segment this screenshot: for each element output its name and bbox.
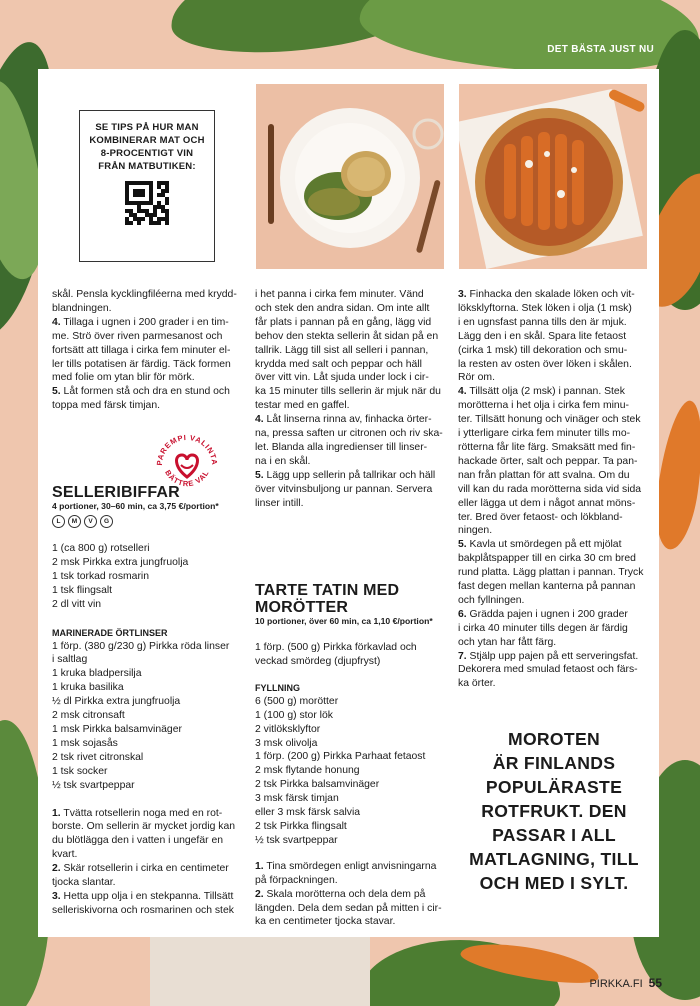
- diet-badge: G: [100, 515, 113, 528]
- step-text: tjocka slantar.: [52, 877, 116, 889]
- step-line: [255, 469, 451, 483]
- step-text: med folie om ytan blir för mörk.: [52, 372, 195, 384]
- quote-line: MOROTEN: [507, 729, 601, 749]
- quote-line: ÄR FINLANDS: [492, 753, 616, 773]
- subhead-filling: FYLLNING: [255, 682, 300, 693]
- step-line: [458, 622, 654, 636]
- quote-line: POPULÄRASTE: [485, 777, 623, 797]
- step-text: i het panna i cirka fem minuter. Vänd: [255, 289, 424, 300]
- text-line: 2 msk citronsaft: [52, 710, 125, 722]
- photo-celery-steak: [256, 84, 444, 269]
- step-text: ka örter.: [458, 678, 496, 690]
- step-line: [458, 316, 654, 330]
- recipe-title-2: TARTE TATIN MED MORÖTTER: [255, 582, 400, 616]
- column-2: [255, 288, 451, 511]
- step-text: krydda med salt och peppar och häll: [255, 358, 422, 370]
- step-text: ter. Bred över fetaost- och lökbland-: [458, 511, 623, 523]
- text-line: ½ tsk svartpeppar: [52, 779, 135, 791]
- step-number: 3.: [52, 890, 61, 902]
- qr-code-icon[interactable]: [125, 181, 169, 225]
- step-line: [52, 862, 248, 876]
- step-line: [52, 820, 248, 834]
- diet-badges: [52, 515, 248, 528]
- step-line: [52, 904, 248, 918]
- step-line: [458, 441, 654, 455]
- diet-badge: M: [68, 515, 81, 528]
- step-text: ter. Tillsätt honung och vinäger och stek: [458, 414, 641, 426]
- step-line: [458, 399, 654, 413]
- text-line: ½ tsk svartpeppar: [255, 834, 338, 846]
- step-text: över vitvinsbuljong ur pannan. Servera: [255, 483, 433, 495]
- step-text: morötterna i het olja i cirka fem minu-: [458, 400, 629, 412]
- step-text: behov den stekta sellerin åt sidan på en: [255, 330, 439, 342]
- step-line: [458, 636, 654, 650]
- step-text: Lägg den i en skål. Spara lite fetaost: [458, 330, 627, 342]
- step-line: [255, 358, 451, 372]
- step-text: Tillaga i ugnen i 200 grader i en tim-: [60, 316, 229, 328]
- recipe-title: SELLERIBIFFAR: [52, 484, 180, 501]
- step-text: ka 15 minuter tills sellerin är mjuk när du: [255, 386, 441, 398]
- step-line: [255, 860, 451, 874]
- text-line: skål. Pensla kycklingfiléerna med krydd-: [52, 289, 237, 300]
- step-line: [255, 915, 451, 929]
- text-line: 3 msk färsk timjan: [255, 793, 339, 805]
- step-line: [458, 330, 654, 344]
- step-text: löksklyftorna. Stek löken i olja (1 msk): [458, 302, 632, 314]
- step-text: borste. Om sellerin är mycket jordig kan: [52, 821, 236, 833]
- step-number: 7.: [458, 650, 467, 662]
- text-line: 2 vitlöksklyftor: [255, 723, 321, 735]
- step-number: 1.: [255, 860, 264, 872]
- step-line: [458, 427, 654, 441]
- step-number: 3.: [458, 289, 467, 300]
- step-text: tallrik. Lägg till sist all selleri i pannan,: [255, 344, 429, 356]
- step-line: [458, 371, 654, 385]
- step-line: [458, 413, 654, 427]
- quote-line: ROTFRUKT. DEN: [481, 801, 627, 821]
- step-text: får plats i pannan på en gång, lägg vid: [255, 316, 432, 328]
- step-line: [255, 874, 451, 888]
- step-line: [52, 344, 248, 358]
- text-line: 1 (100 g) stor lök: [255, 709, 333, 721]
- step-text: nan från plattan för att svalna. Om du: [458, 469, 630, 481]
- step-line: [255, 399, 451, 413]
- text-line: 3 msk olivolja: [255, 737, 318, 749]
- step-line: [52, 876, 248, 890]
- step-line: [458, 663, 654, 677]
- step-line: [458, 469, 654, 483]
- tip-text: SE TIPS PÅ HUR MAN KOMBINERAR MAT OCH 8-PROCENTIGT VIN FRÅN MATBUTIKEN:: [89, 122, 205, 172]
- page-number: 55: [648, 976, 662, 990]
- step-line: [458, 538, 654, 552]
- step-line: [52, 834, 248, 848]
- photo-tarte-tatin: [459, 84, 647, 269]
- step-line: [52, 848, 248, 862]
- step-text: ler tills potatisen är färdig. Täck formen: [52, 358, 231, 370]
- step-line: [255, 888, 451, 902]
- text-line: 1 kruka bladpersilja: [52, 668, 142, 680]
- step-number: 5.: [255, 469, 264, 481]
- text-line: eller 3 msk färsk salvia: [255, 807, 361, 819]
- step-line: [255, 330, 451, 344]
- step-text: Stjälp upp pajen på ett serveringsfat.: [466, 650, 639, 662]
- step-number: 2.: [255, 888, 264, 900]
- text-line: 1 tsk flingsalt: [52, 584, 113, 596]
- step-text: Tina smördegen enligt anvisningarna: [263, 860, 437, 872]
- step-text: eller lägga ut dem i något annat möns-: [458, 497, 636, 509]
- step-line: [458, 580, 654, 594]
- step-text: bakplåtspapper till en cirka 30 cm bred: [458, 553, 636, 565]
- step-line: [458, 650, 654, 664]
- step-text: Lägg upp sellerin på tallrikar och häll: [263, 469, 436, 481]
- step-text: let. Blanda alla ingredienser till linser-: [255, 441, 428, 453]
- footer-site[interactable]: PIRKKA.FI: [589, 978, 643, 990]
- step-number: 6.: [458, 608, 467, 620]
- text-line: 2 msk Pirkka extra jungfruolja: [52, 556, 189, 568]
- step-line: [255, 344, 451, 358]
- step-text: vill kan du rada morötterna sida vid sida: [458, 483, 642, 495]
- text-line: 1 förp. (200 g) Pirkka Parhaat fetaost: [255, 751, 426, 763]
- step-line: [255, 427, 451, 441]
- text-line: 1 kruka basilika: [52, 682, 124, 694]
- step-text: ningen.: [458, 525, 493, 537]
- pull-quote: [456, 727, 652, 895]
- step-line: [458, 483, 654, 497]
- step-line: [458, 552, 654, 566]
- badge-bottom-text: BÄTTRE VAL: [163, 468, 211, 489]
- step-line: [458, 455, 654, 469]
- recipe-selleribiffar: [52, 484, 248, 918]
- step-text: me. Strö över riven parmesanost och: [52, 330, 223, 342]
- quote-line: PASSAR I ALL: [492, 825, 616, 845]
- text-line: 1 msk Pirkka balsamvinäger: [52, 723, 182, 735]
- recipe-tarte-tatin: [255, 582, 451, 929]
- diet-badge: V: [84, 515, 97, 528]
- step-number: 5.: [458, 539, 467, 551]
- step-text: linser intill.: [255, 497, 304, 509]
- step-text: hackade örter, salt och peppar. Ta pan-: [458, 455, 638, 467]
- step-line: [255, 441, 451, 455]
- step-line: [458, 302, 654, 316]
- step-line: [458, 566, 654, 580]
- text-line: veckad smördeg (djupfryst): [255, 655, 381, 667]
- heart-icon: [177, 455, 198, 477]
- page-footer: [589, 976, 662, 990]
- step-text: kvart.: [52, 849, 78, 861]
- step-line: [52, 330, 248, 344]
- step-text: ka en centimeter tjocka stavar.: [255, 916, 396, 928]
- step-line: [52, 358, 248, 372]
- step-number: 2.: [52, 863, 61, 875]
- step-line: [458, 288, 654, 302]
- text-line: 1 förp. (380 g/230 g) Pirkka röda linser: [52, 640, 230, 652]
- text-line: 1 msk sojasås: [52, 737, 118, 749]
- step-line: [52, 807, 248, 821]
- step-number: 5.: [52, 386, 61, 398]
- subhead-marinade: MARINERADE ÖRTLINSER: [52, 627, 168, 638]
- step-text: Hetta upp olja i en stekpanna. Tillsätt: [60, 890, 234, 902]
- step-line: [458, 594, 654, 608]
- step-line: [458, 358, 654, 372]
- step-text: över vitt vin. Låt sjuda under lock i cir-: [255, 372, 429, 384]
- text-line: blandningen.: [52, 302, 112, 314]
- step-text: du blötlägga den i vatten i ungefär en: [52, 835, 223, 847]
- recipe-meta: 4 portioner, 30–60 min, ca 3,75 €/portion*: [52, 501, 219, 511]
- step-line: [458, 608, 654, 622]
- step-text: Skala morötterna och dela dem på: [263, 888, 426, 900]
- step-line: [458, 344, 654, 358]
- step-text: längden. Dela dem sedan på mitten i cir-: [255, 902, 442, 914]
- section-tag: DET BÄSTA JUST NU: [547, 44, 654, 55]
- step-text: la resten av osten över löken i skålen.: [458, 358, 632, 370]
- text-line: 2 tsk rivet citronskal: [52, 751, 144, 763]
- text-line: ½ dl Pirkka extra jungfruolja: [52, 696, 181, 708]
- diet-badge: L: [52, 515, 65, 528]
- step-line: [255, 483, 451, 497]
- step-line: [458, 511, 654, 525]
- step-text: fortsätt att tillaga i cirka fem minuter el-: [52, 344, 231, 356]
- tip-box: [79, 110, 215, 262]
- step-line: [255, 497, 451, 511]
- step-line: [255, 455, 451, 469]
- step-text: rund platta. Lägg plattan i pannan. Tryck: [458, 567, 644, 579]
- step-text: rötterna får lite färg. Smaksätt med fin-: [458, 441, 636, 453]
- step-text: på förpackningen.: [255, 874, 338, 886]
- step-text: Tillsätt olja (2 msk) i pannan. Stek: [466, 386, 625, 398]
- step-text: fast degen mellan kanterna på pannan: [458, 581, 636, 593]
- step-line: [458, 677, 654, 691]
- text-line: 2 msk flytande honung: [255, 765, 360, 777]
- text-line: 2 tsk Pirkka balsamvinäger: [255, 779, 380, 791]
- step-line: [255, 413, 451, 427]
- step-text: selleriskivorna och rosmarinen och stek: [52, 904, 234, 916]
- step-line: [255, 385, 451, 399]
- step-text: Kavla ut smördegen på ett mjölat: [466, 539, 622, 551]
- step-line: [458, 497, 654, 511]
- quote-line: OCH MED I SYLT.: [479, 873, 629, 893]
- column-1: [52, 288, 248, 413]
- step-number: 4.: [255, 414, 264, 426]
- step-text: Rör om.: [458, 372, 495, 384]
- step-line: [52, 371, 248, 385]
- text-line: 1 (ca 800 g) rotselleri: [52, 543, 150, 554]
- step-text: i ytterligare cirka fem minuter tills mo-: [458, 428, 631, 440]
- column-3: [458, 288, 654, 691]
- step-line: [52, 399, 248, 413]
- step-text: Låt linserna rinna av, finhacka örter-: [263, 414, 432, 426]
- text-line: i saltlag: [52, 654, 88, 666]
- step-line: [52, 890, 248, 904]
- step-line: [255, 902, 451, 916]
- text-line: 1 förp. (500 g) Pirkka förkavlad och: [255, 642, 417, 653]
- text-line: 2 dl vitt vin: [52, 598, 102, 610]
- step-line: [255, 302, 451, 316]
- step-line: [255, 316, 451, 330]
- step-number: 4.: [52, 316, 61, 328]
- step-text: Grädda pajen i ugnen i 200 grader: [466, 608, 628, 620]
- step-line: [458, 385, 654, 399]
- text-line: 6 (500 g) morötter: [255, 695, 339, 707]
- step-line: [255, 288, 451, 302]
- step-text: i en ugnsfast panna tills den är mjuk.: [458, 316, 627, 328]
- quote-line: MATLAGNING, TILL: [469, 849, 639, 869]
- step-line: [255, 371, 451, 385]
- step-line: [52, 385, 248, 399]
- step-line: [52, 316, 248, 330]
- step-text: Skär rotsellerin i cirka en centimeter: [60, 863, 229, 875]
- step-text: och ytan har fått färg.: [458, 636, 557, 648]
- step-text: och fyllningen.: [458, 594, 525, 606]
- step-text: och stek den andra sidan. Om inte allt: [255, 302, 430, 314]
- step-text: testar med en gaffel.: [255, 400, 350, 412]
- step-line: [458, 524, 654, 538]
- step-text: Tvätta rotsellerin noga med en rot-: [60, 807, 223, 819]
- text-line: 1 tsk socker: [52, 765, 108, 777]
- step-number: 1.: [52, 807, 61, 819]
- step-number: 4.: [458, 386, 467, 398]
- recipe-meta-2: 10 portioner, över 60 min, ca 1,10 €/portion*: [255, 616, 433, 626]
- badge-top-text: PAREMPI VALINTA: [154, 432, 220, 466]
- step-text: toppa med färsk timjan.: [52, 400, 160, 412]
- step-text: na i en skål.: [255, 455, 311, 467]
- step-text: (cirka 1 msk) till dekoration och smu-: [458, 344, 628, 356]
- text-line: 2 tsk Pirkka flingsalt: [255, 820, 347, 832]
- step-text: na, pressa saften ur citronen och riv ska-: [255, 428, 443, 440]
- text-line: 1 tsk torkad rosmarin: [52, 570, 150, 582]
- step-text: Finhacka den skalade löken och vit-: [466, 289, 635, 300]
- step-text: Låt formen stå och dra en stund och: [60, 386, 230, 398]
- step-text: i cirka 40 minuter tills degen är färdig: [458, 622, 628, 634]
- step-text: Dekorera med smulad fetaost och färs-: [458, 664, 638, 676]
